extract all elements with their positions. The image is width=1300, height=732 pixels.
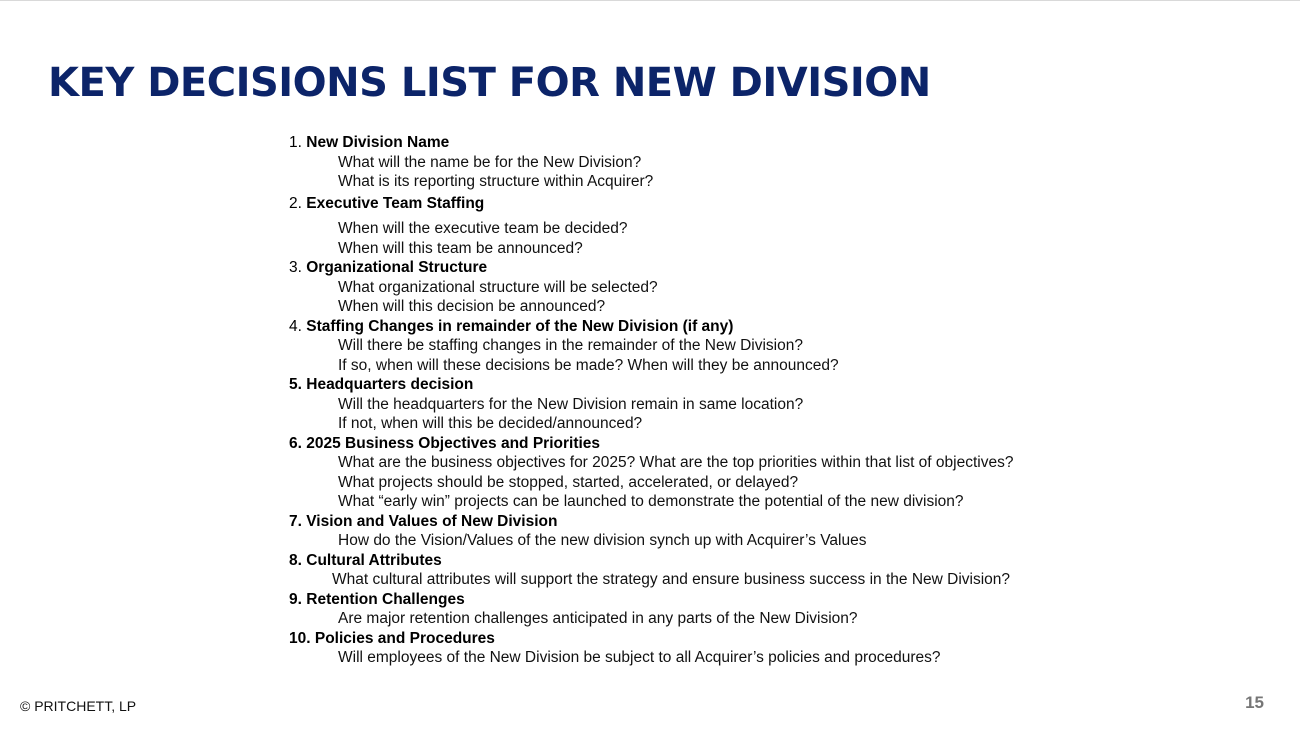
decision-title: 2025 Business Objectives and Priorities xyxy=(306,434,601,452)
decision-title: Retention Challenges xyxy=(306,590,465,608)
decision-heading xyxy=(289,375,1169,395)
decision-questions xyxy=(289,395,1169,434)
decision-question: Are major retention challenges anticipated in any parts of the New Division? xyxy=(338,610,858,627)
decision-title: Headquarters decision xyxy=(306,376,474,393)
decision-question: Will the headquarters for the New Division remain in same location? xyxy=(338,395,804,413)
decision-title: Cultural Attributes xyxy=(306,551,442,569)
decision-number: 7. xyxy=(289,512,302,530)
decision-number: 8. xyxy=(289,551,302,569)
decision-item-4 xyxy=(289,317,1169,376)
decision-number: 4. xyxy=(289,317,302,335)
slide-top-border xyxy=(0,0,1300,1)
decision-title: New Division Name xyxy=(306,134,450,151)
decision-title: Staffing Changes in remainder of the New Division (if any) xyxy=(306,317,734,335)
decision-number: 1. xyxy=(289,134,302,151)
decision-item-7 xyxy=(289,512,1169,551)
slide-title: KEY DECISIONS LIST FOR NEW DIVISION xyxy=(48,60,931,106)
decision-title: Vision and Values of New Division xyxy=(306,512,558,530)
decision-item-1 xyxy=(289,133,1169,192)
decision-heading xyxy=(289,590,1169,610)
decision-question: What organizational structure will be selected? xyxy=(338,278,658,296)
decision-number: 6. xyxy=(289,434,302,452)
decision-question: What will the name be for the New Division? xyxy=(338,153,642,171)
decision-number: 2. xyxy=(289,194,302,212)
decision-questions xyxy=(289,336,1169,375)
decision-questions xyxy=(289,453,1169,512)
decision-list xyxy=(289,133,1169,668)
decision-title: Policies and Procedures xyxy=(314,629,495,647)
decision-item-2 xyxy=(289,194,1169,259)
decision-question: How do the Vision/Values of the new division synch up with Acquirer’s Values xyxy=(338,532,867,549)
decision-title: Executive Team Staffing xyxy=(306,194,485,212)
decision-heading xyxy=(289,629,1169,649)
decision-question: When will this decision be announced? xyxy=(338,298,606,315)
decision-heading xyxy=(289,194,1169,214)
decision-questions xyxy=(289,278,1169,317)
decision-question: Will employees of the New Division be subject to all Acquirer’s policies and procedures? xyxy=(338,649,941,666)
decision-number: 10. xyxy=(289,629,311,647)
decision-question: What “early win” projects can be launched to demonstrate the potential of the new division? xyxy=(338,493,964,510)
decision-questions xyxy=(289,570,1169,590)
decision-number: 3. xyxy=(289,259,302,276)
decision-questions xyxy=(289,153,1169,192)
decision-question: When will this team be announced? xyxy=(338,239,583,257)
decision-heading xyxy=(289,258,1169,278)
decision-item-8 xyxy=(289,551,1169,590)
decision-question: If not, when will this be decided/announced? xyxy=(338,415,643,432)
decision-number: 5. xyxy=(289,376,302,393)
decision-number: 9. xyxy=(289,590,302,608)
decision-question: Will there be staffing changes in the remainder of the New Division? xyxy=(338,337,803,354)
decision-question: When will the executive team be decided? xyxy=(338,220,628,237)
decision-questions xyxy=(289,609,1169,629)
decision-question: What are the business objectives for 2025? What are the top priorities within that list of objectives? xyxy=(338,454,1014,471)
decision-heading xyxy=(289,512,1169,532)
decision-questions xyxy=(289,219,1169,258)
decision-item-6 xyxy=(289,434,1169,512)
decision-item-10 xyxy=(289,629,1169,668)
decision-questions xyxy=(289,531,1169,551)
page-number: 15 xyxy=(1245,693,1264,712)
decision-heading xyxy=(289,133,1169,153)
decision-heading xyxy=(289,434,1169,454)
decision-questions xyxy=(289,648,1169,668)
copyright-footer: © PRITCHETT, LP xyxy=(20,698,137,714)
decision-question: If so, when will these decisions be made? When will they be announced? xyxy=(338,356,839,374)
decision-item-3 xyxy=(289,258,1169,317)
decision-question: What is its reporting structure within Acquirer? xyxy=(338,173,654,190)
decision-question: What projects should be stopped, started, accelerated, or delayed? xyxy=(338,473,799,491)
decision-item-5 xyxy=(289,375,1169,434)
decision-title: Organizational Structure xyxy=(306,259,488,276)
decision-heading xyxy=(289,551,1169,571)
decision-question: What cultural attributes will support the strategy and ensure business success in the New Division? xyxy=(332,571,1011,588)
decision-heading xyxy=(289,317,1169,337)
decision-item-9 xyxy=(289,590,1169,629)
